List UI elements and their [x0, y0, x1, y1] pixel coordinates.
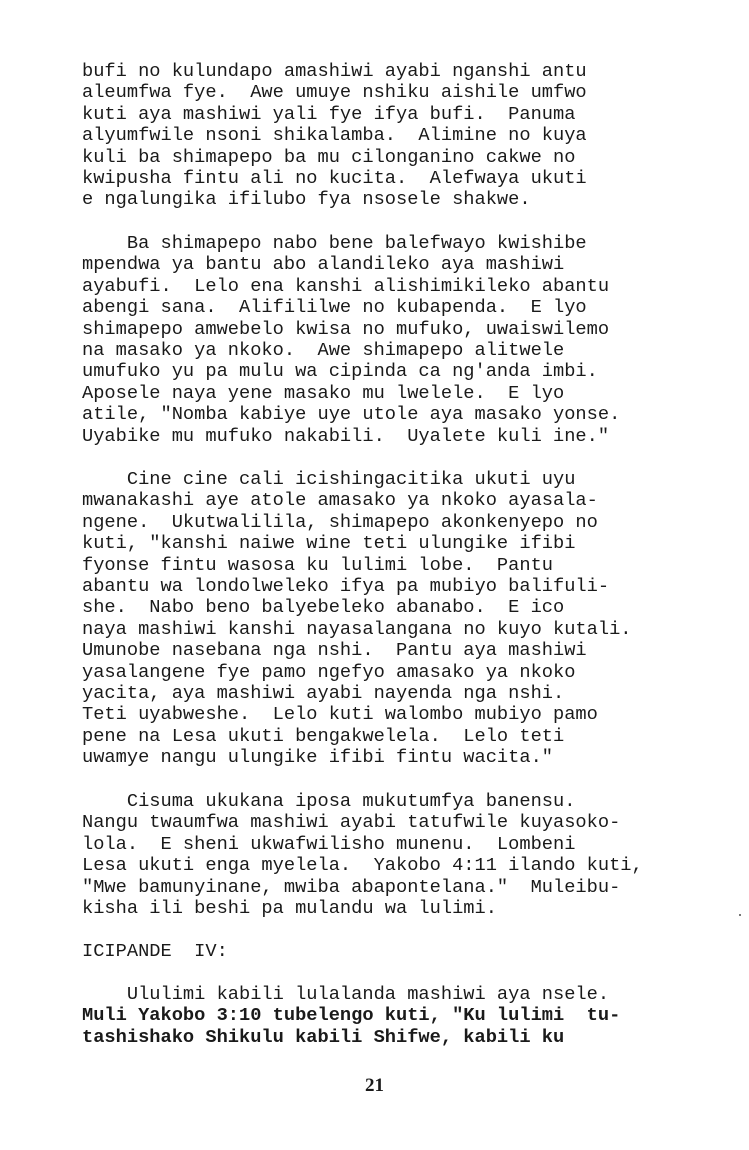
- text-line: she. Nabo beno balyebeleko abanabo. E ico: [82, 596, 565, 619]
- text-line: Ululimi kabili lulalanda mashiwi aya nsele.: [82, 983, 610, 1005]
- text-line: Cine cine cali icishingacitika ukuti uyu: [82, 468, 576, 490]
- text-line: mpendwa ya bantu abo alandileko aya mashiwi: [82, 253, 565, 276]
- text-line: kisha ili beshi pa mulandu wa lulimi.: [82, 896, 497, 919]
- text-line: Aposele naya yene masako mu lwelele. E lyo: [82, 381, 565, 404]
- text-line: bufi no kulundapo amashiwi ayabi nganshi antu: [82, 60, 587, 82]
- page-number: 21: [365, 1075, 384, 1096]
- text-line: Nangu twaumfwa mashiwi ayabi tatufwile kuyasoko-: [82, 811, 621, 834]
- paragraph-2: [82, 233, 620, 447]
- text-line: alyumfwile nsoni shikalamba. Alimine no kuya: [82, 124, 587, 147]
- text-line: lola. E sheni ukwafwilisho munenu. Lombeni: [82, 832, 576, 855]
- text-line: naya mashiwi kanshi nayasalangana no kuyo kutali.: [82, 617, 632, 640]
- text-line: pene na Lesa ukuti bengakwelela. Lelo teti: [82, 724, 565, 747]
- text-line: Cisuma ukukana iposa mukutumfya banensu.: [82, 790, 576, 812]
- text-line: Ba shimapepo nabo bene balefwayo kwishibe: [82, 232, 587, 254]
- text-line: abantu wa londolweleko ifya pa mubiyo balifuli-: [82, 574, 610, 597]
- text-line: na masako ya nkoko. Awe shimapepo alitwele: [82, 338, 565, 361]
- section-heading: [82, 941, 228, 962]
- text-line: yacita, aya mashiwi ayabi nayenda nga nshi.: [82, 681, 565, 704]
- text-line: ngene. Ukutwalilila, shimapepo akonkenyepo no: [82, 510, 598, 533]
- text-line: umufuko yu pa mulu wa cipinda ca ng'anda imbi.: [82, 360, 598, 383]
- scan-speck: [739, 914, 741, 916]
- text-line: kwipusha fintu ali no kucita. Alefwaya ukuti: [82, 166, 587, 189]
- text-line: shimapepo amwebelo kwisa no mufuko, uwaiswilemo: [82, 317, 610, 340]
- text-line: Teti uyabweshe. Lelo kuti walombo mubiyo pamo: [82, 703, 598, 726]
- text-line: Umunobe nasebana nga nshi. Pantu aya mashiwi: [82, 639, 587, 662]
- paragraph-1: [82, 61, 587, 211]
- text-line: Lesa ukuti enga myelela. Yakobo 4:11 ilando kuti,: [82, 854, 643, 877]
- section-heading-text: ICIPANDE IV:: [82, 940, 228, 962]
- text-line: atile, "Nomba kabiye uye utole aya masako yonse.: [82, 403, 621, 426]
- text-line: ayabufi. Lelo ena kanshi alishimikileko abantu: [82, 274, 610, 297]
- paragraph-5: [82, 984, 620, 1048]
- text-line: abengi sana. Alifililwe no kubapenda. E lyo: [82, 296, 587, 319]
- text-line: uwamye nangu ulungike ifibi fintu wacita.": [82, 746, 554, 769]
- text-line: e ngalungika ifilubo fya nsosele shakwe.: [82, 188, 531, 211]
- paragraph-3: [82, 469, 632, 768]
- text-line: aleumfwa fye. Awe umuye nshiku aishile umfwo: [82, 81, 587, 104]
- text-line: tashishako Shikulu kabili Shifwe, kabili ku: [82, 1025, 565, 1048]
- text-line: mwanakashi aye atole amasako ya nkoko ayasala-: [82, 489, 598, 512]
- text-line: kuti aya mashiwi yali fye ifya bufi. Panuma: [82, 102, 576, 125]
- text-line: Uyabike mu mufuko nakabili. Uyalete kuli ine.": [82, 424, 610, 447]
- text-line: kuti, "kanshi naiwe wine teti ulungike ifibi: [82, 532, 576, 555]
- text-line: kuli ba shimapepo ba mu cilonganino cakwe no: [82, 145, 576, 168]
- text-line: fyonse fintu wasosa ku lulimi lobe. Pantu: [82, 553, 554, 576]
- paragraph-4: [82, 791, 643, 919]
- text-line: yasalangene fye pamo ngefyo amasako ya nkoko: [82, 660, 576, 683]
- text-line: Muli Yakobo 3:10 tubelengo kuti, "Ku lulimi tu-: [82, 1004, 621, 1027]
- text-line: "Mwe bamunyinane, mwiba abapontelana." Muleibu-: [82, 875, 621, 898]
